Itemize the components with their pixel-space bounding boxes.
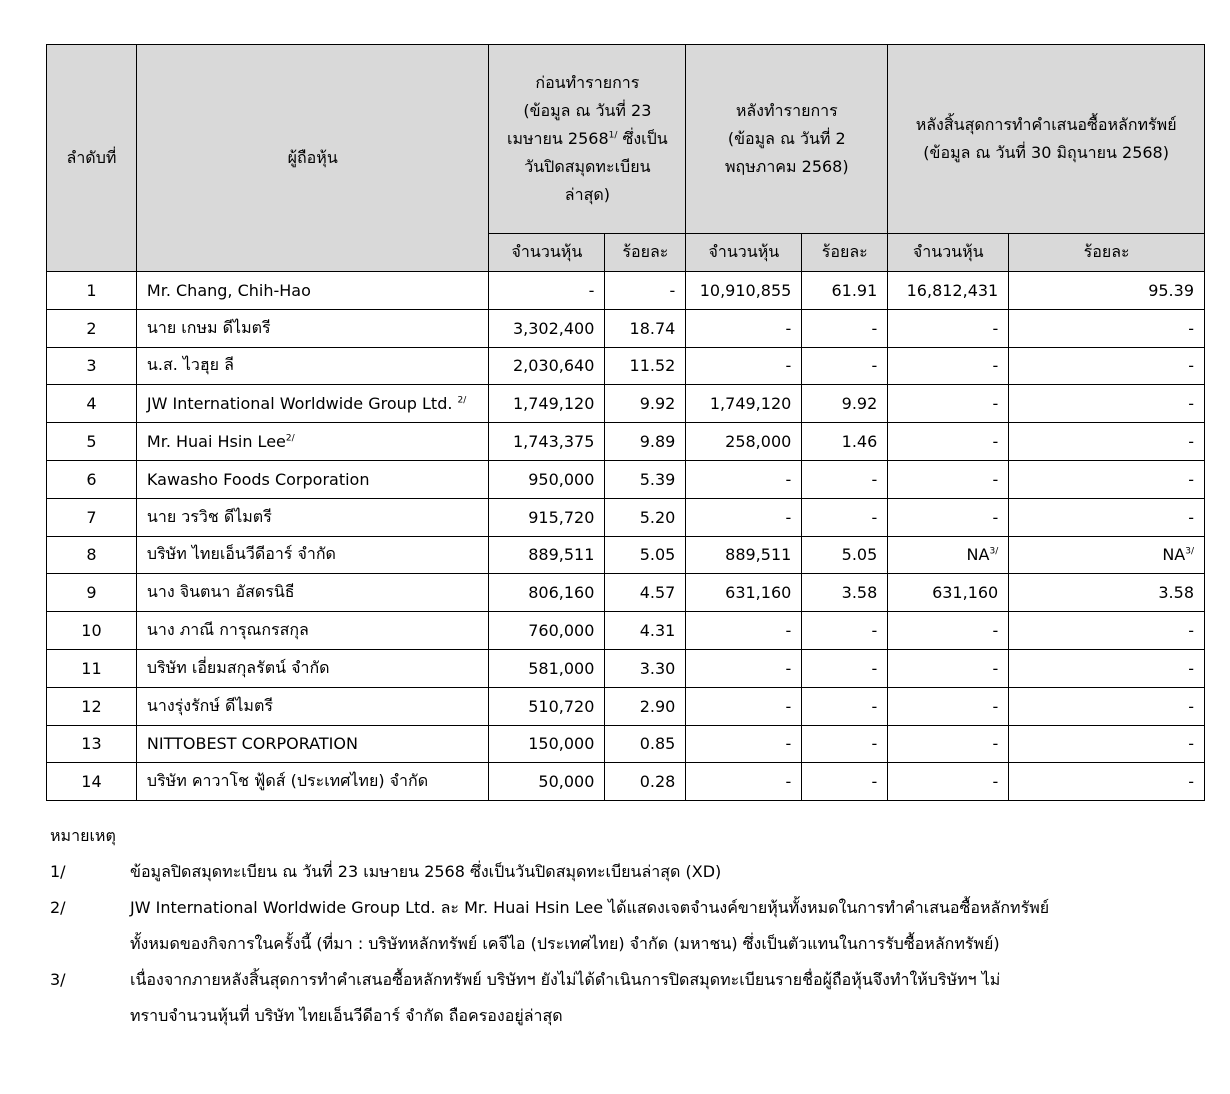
cell-before-percent [605,725,686,763]
cell-order [47,498,137,536]
cell-holder-text: Mr. Huai Hsin Lee [146,432,286,452]
cell-end-shares [888,574,1009,612]
cell-end-percent [1009,309,1205,347]
table-row [47,574,1205,612]
cell-after-percent-text: 1.46 [841,432,878,452]
cell-end-shares [888,612,1009,650]
cell-before-shares [489,687,605,725]
cell-order [47,687,137,725]
cell-after-percent-text: - [871,356,878,376]
cell-holder-text: นาง จินตนา อัสดรนิธี [146,582,295,602]
cell-before-percent [605,423,686,461]
cell-after-shares-text: - [785,356,792,376]
shareholder-table [46,44,1205,801]
cell-before-percent-text: 11.52 [629,356,676,376]
cell-holder [136,272,489,310]
cell-after-percent [802,309,888,347]
cell-end-percent-text: - [1188,469,1194,489]
cell-after-shares [686,423,802,461]
note-item [50,854,1210,890]
cell-after-shares [686,460,802,498]
table-row [47,385,1205,423]
cell-before-shares [489,272,605,310]
cell-before-shares-text: 760,000 [528,621,595,641]
cell-before-shares [489,612,605,650]
cell-before-percent-text: 9.89 [639,432,676,452]
cell-after-shares-text: - [785,734,792,754]
cell-before-percent-text: 4.31 [639,621,676,641]
cell-after-percent [802,687,888,725]
cell-before-shares-text: - [588,280,595,300]
cell-after-shares-text: - [785,621,792,641]
footnote-marker: 3/ [989,547,999,558]
cell-holder-text: NITTOBEST CORPORATION [146,734,358,754]
cell-end-percent-text: 95.39 [1148,280,1194,300]
cell-holder [136,649,489,687]
cell-end-percent [1009,423,1205,461]
cell-order-text: 6 [86,469,97,489]
cell-end-shares-text: - [992,507,999,527]
footnote-marker: 3/ [1185,547,1194,558]
cell-end-percent [1009,687,1205,725]
table-row [47,347,1205,385]
cell-before-percent-text: 4.57 [639,583,676,603]
cell-after-shares [686,385,802,423]
cell-holder [136,498,489,536]
cell-holder-text: น.ส. ไวฮุย ลี [146,355,234,375]
cell-holder [136,460,489,498]
header-after-line2: (ข้อมูล ณ วันที่ 2 [727,129,846,148]
cell-before-shares [489,574,605,612]
note-line: เนื่องจากภายหลังสิ้นสุดการทำคำเสนอซื้อหลักทรัพย์ บริษัทฯ ยังไม่ได้ดำเนินการปิดสมุดทะเบียนรายชื่อผู้ถือหุ้นจึงทำให้บริษัทฯ ไม่ [130,970,1001,989]
cell-end-percent-text: NA [1162,545,1186,565]
cell-end-shares [888,649,1009,687]
cell-after-percent [802,763,888,801]
cell-end-percent [1009,612,1205,650]
cell-after-shares-text: 889,511 [725,545,792,565]
cell-end-shares-text: - [992,318,999,338]
cell-end-percent-text: - [1188,734,1194,754]
table-row [47,460,1205,498]
header-before [489,45,686,234]
cell-before-shares-text: 2,030,640 [512,356,595,376]
cell-end-shares [888,536,1009,574]
cell-after-shares [686,272,802,310]
cell-order-text: 9 [86,583,97,603]
cell-end-percent [1009,649,1205,687]
cell-end-percent-text: - [1188,318,1194,338]
cell-holder [136,385,489,423]
cell-end-percent-text: - [1188,696,1194,716]
cell-holder [136,687,489,725]
cell-before-shares [489,423,605,461]
cell-end-percent [1009,385,1205,423]
cell-before-shares [489,649,605,687]
cell-order [47,347,137,385]
cell-before-percent [605,385,686,423]
cell-after-shares-text: - [785,318,792,338]
cell-after-percent-text: 5.05 [841,545,878,565]
cell-holder [136,612,489,650]
cell-after-shares-text: 10,910,855 [699,280,792,300]
cell-order [47,649,137,687]
header-end-shares: จำนวนหุ้น [888,234,1009,272]
cell-before-shares [489,536,605,574]
cell-after-shares [686,649,802,687]
cell-before-percent [605,612,686,650]
cell-before-shares [489,385,605,423]
cell-order-text: 1 [86,280,97,300]
cell-end-percent-text: 3.58 [1158,583,1194,603]
cell-order [47,272,137,310]
note-number: 1/ [50,862,66,881]
header-order: ลำดับที่ [47,45,137,272]
cell-holder-text: บริษัท ไทยเอ็นวีดีอาร์ จำกัด [146,544,336,564]
cell-before-percent [605,763,686,801]
cell-end-shares-text: 16,812,431 [906,280,999,300]
note-line: JW International Worldwide Group Ltd. ละ Mr. Huai Hsin Lee ได้แสดงเจตจำนงค์ขายหุ้นทั้งหมดในการทำคำเสนอซื้อหลักทรัพย์ [130,898,1050,917]
cell-after-shares [686,763,802,801]
cell-before-shares [489,309,605,347]
cell-after-percent [802,574,888,612]
cell-holder-text: นาง ภาณี การุณกรสกุล [146,620,309,640]
cell-end-percent [1009,498,1205,536]
notes-section [50,818,1210,1034]
cell-end-shares [888,385,1009,423]
cell-after-percent [802,612,888,650]
cell-holder-text: Kawasho Foods Corporation [146,469,370,489]
cell-before-shares-text: 950,000 [528,469,595,489]
notes-title: หมายเหตุ [50,826,116,845]
cell-end-shares-text: - [992,621,999,641]
note-line: ทราบจำนวนหุ้นที่ บริษัท ไทยเอ็นวีดีอาร์ จำกัด ถือครองอยู่ล่าสุด [130,1006,563,1025]
table-row [47,763,1205,801]
cell-before-shares-text: 150,000 [528,734,595,754]
cell-end-shares [888,763,1009,801]
cell-after-percent [802,649,888,687]
footnote-marker: 2/ [457,395,467,406]
cell-end-percent [1009,725,1205,763]
cell-end-shares [888,309,1009,347]
cell-holder-text: JW International Worldwide Group Ltd. [146,394,458,414]
cell-after-shares-text: - [785,772,792,792]
cell-end-percent-text: - [1188,432,1194,452]
cell-order-text: 12 [81,696,102,716]
cell-after-shares-text: - [785,507,792,527]
cell-before-percent [605,272,686,310]
cell-after-shares-text: 258,000 [725,432,792,452]
table-row [47,612,1205,650]
cell-order [47,385,137,423]
cell-after-percent [802,385,888,423]
table-row [47,498,1205,536]
cell-order [47,460,137,498]
cell-after-percent [802,347,888,385]
cell-end-shares-text: - [992,432,999,452]
cell-order-text: 14 [81,772,102,792]
table-row [47,536,1205,574]
cell-after-shares [686,687,802,725]
cell-end-shares [888,347,1009,385]
cell-holder [136,347,489,385]
header-end-line1: หลังสิ้นสุดการทำคำเสนอซื้อหลักทรัพย์ [915,115,1177,134]
cell-after-percent-text: - [871,658,878,678]
cell-end-shares-text: - [992,658,999,678]
note-text [130,890,1210,962]
cell-after-percent-text: 3.58 [841,583,878,603]
cell-before-shares [489,347,605,385]
note-text [130,854,1210,890]
note-item [50,890,1210,962]
cell-holder-text: นางรุ่งรักษ์ ดีไมตรี [146,695,273,715]
cell-order-text: 11 [81,658,102,678]
cell-before-percent [605,347,686,385]
cell-holder-text: บริษัท เอี่ยมสกุลรัตน์ จำกัด [146,657,330,677]
cell-before-percent-text: 3.30 [639,658,676,678]
cell-before-shares-text: 1,749,120 [512,394,595,414]
cell-end-shares-text: - [992,394,999,414]
cell-order-text: 5 [86,432,97,452]
header-before-shares: จำนวนหุ้น [489,234,605,272]
cell-after-percent-text: 61.91 [831,280,878,300]
note-number: 3/ [50,970,66,989]
cell-before-percent-text: 0.85 [639,734,676,754]
cell-after-percent-text: - [871,507,878,527]
cell-after-percent-text: - [871,621,878,641]
cell-end-shares-text: - [992,734,999,754]
note-item [50,962,1210,1034]
cell-end-shares [888,725,1009,763]
cell-end-shares [888,272,1009,310]
cell-before-shares-text: 1,743,375 [512,432,595,452]
cell-after-percent-text: - [871,734,878,754]
cell-order [47,309,137,347]
cell-after-percent-text: - [871,772,878,792]
cell-end-percent-text: - [1188,394,1194,414]
cell-end-percent-text: - [1188,356,1194,376]
cell-before-percent-text: 0.28 [639,772,676,792]
cell-end-shares [888,687,1009,725]
cell-end-percent [1009,763,1205,801]
cell-after-shares [686,725,802,763]
cell-after-shares-text: - [785,658,792,678]
cell-after-percent-text: - [871,696,878,716]
cell-end-percent-text: - [1188,772,1194,792]
header-end-line2: (ข้อมูล ณ วันที่ 30 มิถุนายน 2568) [923,143,1169,162]
cell-after-percent [802,460,888,498]
cell-after-shares [686,574,802,612]
cell-after-percent-text: - [871,469,878,489]
cell-end-shares-text: NA [966,545,990,565]
note-text [130,962,1210,1034]
header-holder: ผู้ถือหุ้น [136,45,489,272]
table-row [47,687,1205,725]
cell-end-shares-text: - [992,469,999,489]
table-row [47,272,1205,310]
cell-end-shares-text: - [992,356,999,376]
cell-end-percent-text: - [1188,658,1194,678]
note-number: 2/ [50,898,66,917]
header-after [686,45,888,234]
cell-before-shares-text: 806,160 [528,583,595,603]
cell-before-percent [605,574,686,612]
cell-after-shares [686,498,802,536]
cell-before-shares [489,763,605,801]
cell-end-shares [888,423,1009,461]
cell-before-shares-text: 50,000 [538,772,595,792]
cell-before-percent-text: 18.74 [629,318,676,338]
cell-before-percent-text: 5.20 [639,507,676,527]
header-before-line5: ล่าสุด) [564,185,610,204]
cell-holder-text: บริษัท คาวาโช ฟู้ดส์ (ประเทศไทย) จำกัด [146,771,429,791]
cell-after-shares-text: - [785,469,792,489]
cell-order-text: 2 [86,318,97,338]
cell-end-percent [1009,272,1205,310]
cell-order [47,423,137,461]
cell-before-percent-text: - [669,280,676,300]
header-before-line2: (ข้อมูล ณ วันที่ 23 [523,101,652,120]
cell-after-shares [686,612,802,650]
cell-order-text: 4 [86,394,97,414]
cell-before-percent-text: 5.39 [639,469,676,489]
header-before-line1: ก่อนทำรายการ [535,73,640,92]
note-line: ทั้งหมดของกิจการในครั้งนี้ (ที่มา : บริษัทหลักทรัพย์ เคจีไอ (ประเทศไทย) จำกัด (มหาชน) ซึ่งเป็นตัวแทนในการรับซื้อหลักทรัพย์) [130,934,1000,953]
cell-order-text: 13 [81,734,102,754]
cell-end-percent-text: - [1188,507,1194,527]
cell-before-percent [605,460,686,498]
table-row [47,309,1205,347]
cell-before-shares-text: 915,720 [528,507,595,527]
cell-end-shares [888,460,1009,498]
cell-holder [136,309,489,347]
cell-after-percent [802,498,888,536]
cell-order [47,725,137,763]
cell-before-percent [605,687,686,725]
header-after-shares: จำนวนหุ้น [686,234,802,272]
cell-after-shares-text: 1,749,120 [709,394,792,414]
cell-order [47,574,137,612]
cell-after-percent-text: - [871,318,878,338]
header-end [888,45,1205,234]
header-before-percent: ร้อยละ [605,234,686,272]
cell-order-text: 8 [86,545,97,565]
table-body [47,272,1205,801]
cell-before-shares-text: 3,302,400 [512,318,595,338]
table-row [47,649,1205,687]
cell-holder [136,574,489,612]
table-row [47,423,1205,461]
header-before-footnote: 1/ [608,130,618,141]
cell-before-shares-text: 510,720 [528,696,595,716]
cell-before-percent-text: 2.90 [639,696,676,716]
cell-holder-text: Mr. Chang, Chih-Hao [146,280,311,300]
cell-after-shares [686,309,802,347]
header-row-top [47,45,1205,234]
cell-after-shares-text: 631,160 [725,583,792,603]
cell-before-shares-text: 889,511 [528,545,595,565]
cell-end-shares [888,498,1009,536]
cell-before-percent [605,649,686,687]
cell-holder-text: นาย วรวิช ดีไมตรี [146,506,272,526]
cell-holder-text: นาย เกษม ดีไมตรี [146,317,271,337]
cell-before-percent [605,536,686,574]
cell-holder [136,536,489,574]
cell-holder [136,763,489,801]
cell-order-text: 10 [81,621,102,641]
header-before-line3: เมษายน 2568 [506,129,609,148]
cell-end-percent [1009,460,1205,498]
cell-after-shares-text: - [785,696,792,716]
cell-after-percent-text: 9.92 [841,394,878,414]
cell-end-percent-text: - [1188,621,1194,641]
cell-order [47,763,137,801]
cell-holder [136,423,489,461]
table-row [47,725,1205,763]
cell-end-shares-text: - [992,772,999,792]
cell-end-percent [1009,574,1205,612]
header-after-line3: พฤษภาคม 2568) [724,157,849,176]
cell-before-percent-text: 5.05 [639,545,676,565]
cell-before-percent [605,498,686,536]
cell-before-percent-text: 9.92 [639,394,676,414]
cell-order [47,612,137,650]
footnote-marker: 2/ [285,433,295,444]
header-after-line1: หลังทำรายการ [735,101,838,120]
cell-end-shares-text: - [992,696,999,716]
cell-end-percent [1009,347,1205,385]
cell-after-percent [802,536,888,574]
cell-holder [136,725,489,763]
notes-list [50,854,1210,1034]
cell-after-percent [802,423,888,461]
cell-order-text: 3 [86,356,97,376]
header-after-percent: ร้อยละ [802,234,888,272]
header-end-percent: ร้อยละ [1009,234,1205,272]
cell-before-shares-text: 581,000 [528,658,595,678]
header-before-line3b: ซึ่งเป็น [617,129,668,148]
cell-after-percent [802,725,888,763]
cell-before-shares [489,725,605,763]
header-before-line4: วันปิดสมุดทะเบียน [524,157,651,176]
cell-after-shares [686,347,802,385]
note-line: ข้อมูลปิดสมุดทะเบียน ณ วันที่ 23 เมษายน 2568 ซึ่งเป็นวันปิดสมุดทะเบียนล่าสุด (XD) [130,862,722,881]
cell-after-percent [802,272,888,310]
cell-before-shares [489,460,605,498]
cell-order [47,536,137,574]
cell-before-percent [605,309,686,347]
cell-end-percent [1009,536,1205,574]
cell-end-shares-text: 631,160 [932,583,999,603]
cell-order-text: 7 [86,507,97,527]
cell-before-shares [489,498,605,536]
cell-after-shares [686,536,802,574]
